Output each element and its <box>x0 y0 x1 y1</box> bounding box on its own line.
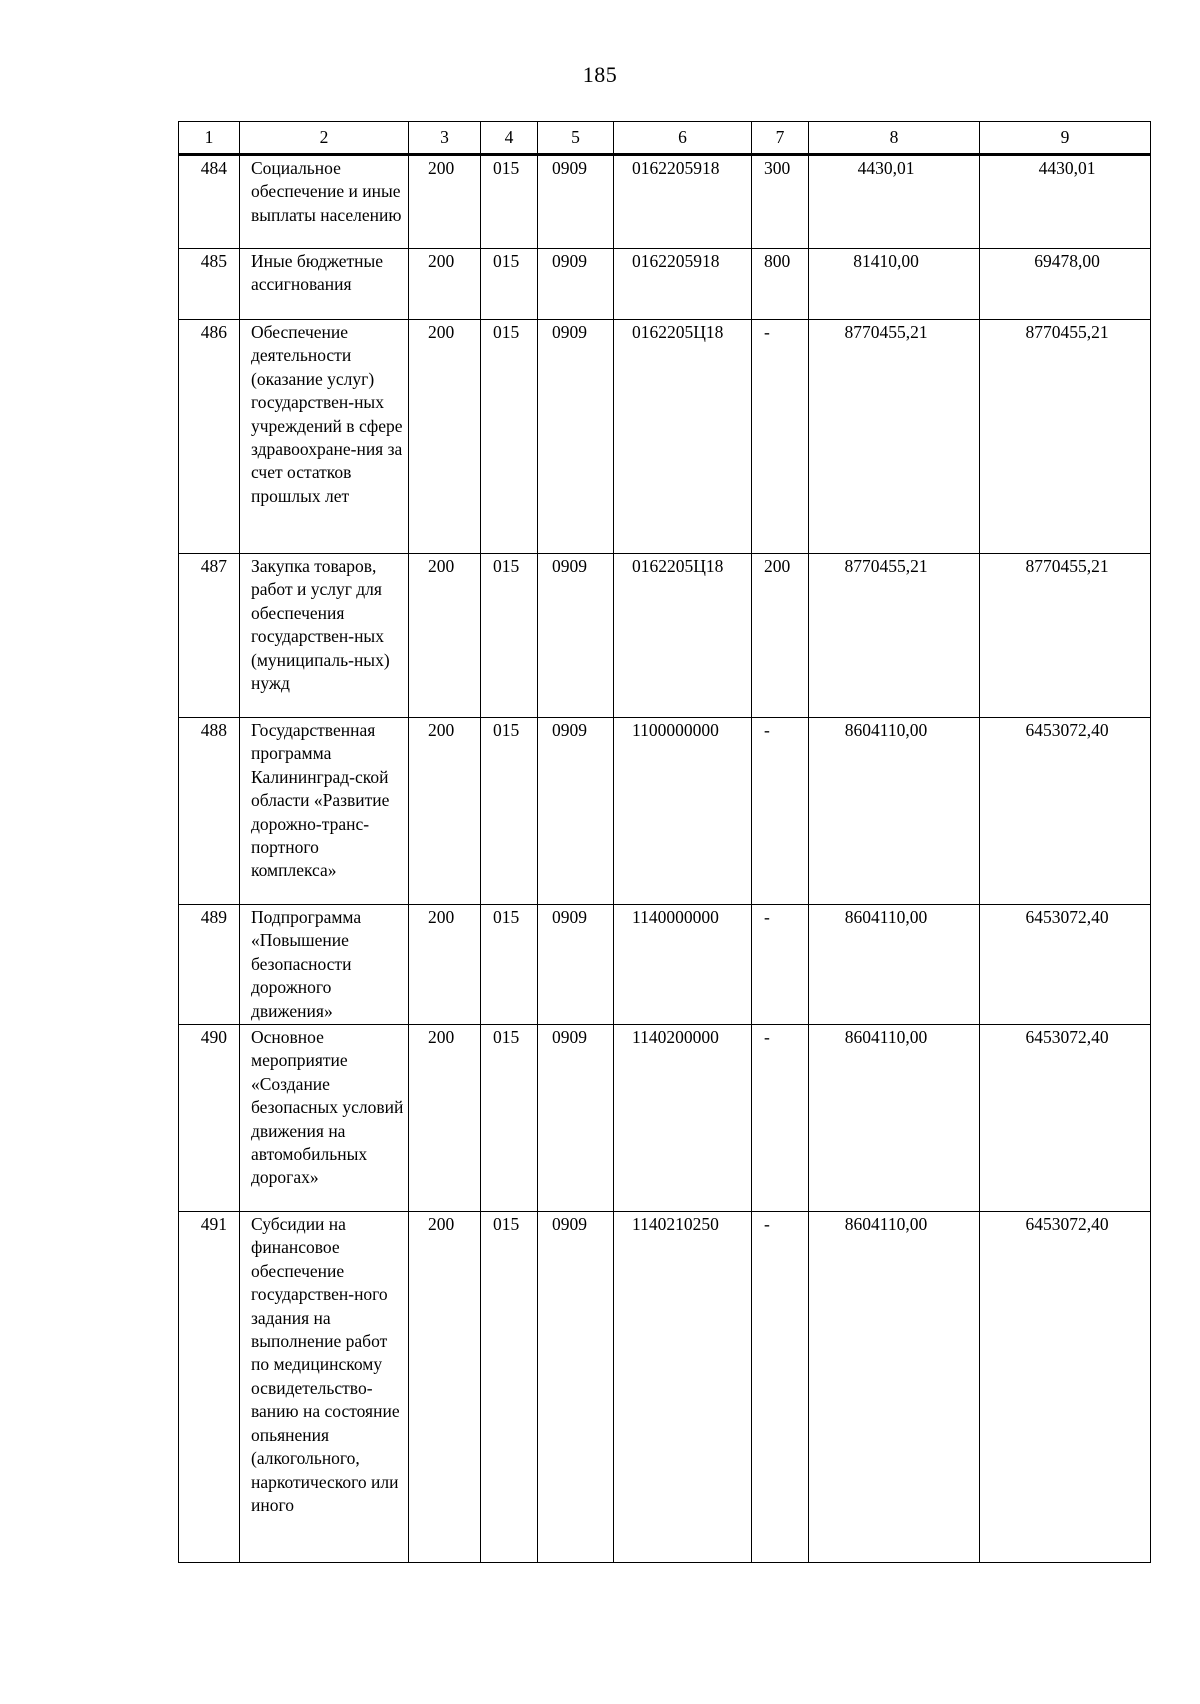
cell-col8: 8604110,00 <box>809 718 980 905</box>
cell-col7: - <box>752 1212 809 1563</box>
table-row <box>179 320 1151 554</box>
cell-col8: 8770455,21 <box>809 554 980 718</box>
cell-col5: 0909 <box>538 718 614 905</box>
cell-col3: 200 <box>409 1212 481 1563</box>
cell-col9: 4430,01 <box>980 155 1151 249</box>
cell-col9: 6453072,40 <box>980 1212 1151 1563</box>
cell-col6: 0162205918 <box>614 249 752 320</box>
cell-col4: 015 <box>481 1212 538 1563</box>
column-header: 6 <box>614 122 752 155</box>
row-name: Субсидии на финансовое обеспечение государствен-ного задания на выполнение работ по медицинскому освидетельство-ванию на состояние опьянения (алкогольного, наркотического или иного <box>240 1212 409 1563</box>
cell-col8: 81410,00 <box>809 249 980 320</box>
cell-col3: 200 <box>409 554 481 718</box>
cell-col3: 200 <box>409 718 481 905</box>
row-number: 484 <box>179 155 240 249</box>
cell-col6: 1100000000 <box>614 718 752 905</box>
cell-col5: 0909 <box>538 320 614 554</box>
cell-col8: 8770455,21 <box>809 320 980 554</box>
row-number: 490 <box>179 1025 240 1212</box>
cell-col3: 200 <box>409 1025 481 1212</box>
table-row <box>179 718 1151 905</box>
row-number: 488 <box>179 718 240 905</box>
row-name: Основное мероприятие «Создание безопасных условий движения на автомобильных дорогах» <box>240 1025 409 1212</box>
row-name: Подпрограмма «Повышение безопасности дорожного движения» <box>240 905 409 1025</box>
row-number: 489 <box>179 905 240 1025</box>
column-header: 8 <box>809 122 980 155</box>
column-header: 2 <box>240 122 409 155</box>
cell-col6: 1140210250 <box>614 1212 752 1563</box>
cell-col3: 200 <box>409 249 481 320</box>
cell-col7: 800 <box>752 249 809 320</box>
cell-col9: 8770455,21 <box>980 554 1151 718</box>
cell-col6: 0162205Ц18 <box>614 554 752 718</box>
cell-col5: 0909 <box>538 1212 614 1563</box>
cell-col7: 300 <box>752 155 809 249</box>
cell-col4: 015 <box>481 155 538 249</box>
column-header: 5 <box>538 122 614 155</box>
cell-col8: 4430,01 <box>809 155 980 249</box>
cell-col7: - <box>752 905 809 1025</box>
table-row <box>179 554 1151 718</box>
cell-col6: 0162205Ц18 <box>614 320 752 554</box>
table-row <box>179 1025 1151 1212</box>
table-row <box>179 155 1151 249</box>
cell-col5: 0909 <box>538 554 614 718</box>
page-number: 185 <box>582 62 618 87</box>
cell-col4: 015 <box>481 320 538 554</box>
cell-col5: 0909 <box>538 155 614 249</box>
cell-col9: 6453072,40 <box>980 905 1151 1025</box>
cell-col7: 200 <box>752 554 809 718</box>
cell-col6: 0162205918 <box>614 155 752 249</box>
table-row <box>179 249 1151 320</box>
cell-col3: 200 <box>409 320 481 554</box>
cell-col4: 015 <box>481 718 538 905</box>
column-header: 7 <box>752 122 809 155</box>
cell-col7: - <box>752 1025 809 1212</box>
cell-col6: 1140200000 <box>614 1025 752 1212</box>
row-name: Закупка товаров, работ и услуг для обеспечения государствен-ных (муниципаль-ных) нужд <box>240 554 409 718</box>
column-header: 1 <box>179 122 240 155</box>
cell-col7: - <box>752 718 809 905</box>
cell-col4: 015 <box>481 249 538 320</box>
row-name: Социальное обеспечение и иные выплаты населению <box>240 155 409 249</box>
cell-col8: 8604110,00 <box>809 1025 980 1212</box>
row-number: 486 <box>179 320 240 554</box>
cell-col8: 8604110,00 <box>809 1212 980 1563</box>
cell-col5: 0909 <box>538 1025 614 1212</box>
row-number: 491 <box>179 1212 240 1563</box>
cell-col4: 015 <box>481 554 538 718</box>
cell-col8: 8604110,00 <box>809 905 980 1025</box>
row-name: Обеспечение деятельности (оказание услуг) государствен-ных учреждений в сфере здравоохране-ния за счет остатков прошлых лет <box>240 320 409 554</box>
row-number: 487 <box>179 554 240 718</box>
row-number: 485 <box>179 249 240 320</box>
cell-col3: 200 <box>409 905 481 1025</box>
cell-col9: 8770455,21 <box>980 320 1151 554</box>
row-name: Иные бюджетные ассигнования <box>240 249 409 320</box>
cell-col9: 6453072,40 <box>980 1025 1151 1212</box>
table-row <box>179 1212 1151 1563</box>
cell-col6: 1140000000 <box>614 905 752 1025</box>
cell-col3: 200 <box>409 155 481 249</box>
table-header-row <box>179 122 1151 155</box>
cell-col5: 0909 <box>538 905 614 1025</box>
cell-col9: 69478,00 <box>980 249 1151 320</box>
cell-col4: 015 <box>481 1025 538 1212</box>
cell-col4: 015 <box>481 905 538 1025</box>
column-header: 4 <box>481 122 538 155</box>
cell-col5: 0909 <box>538 249 614 320</box>
cell-col9: 6453072,40 <box>980 718 1151 905</box>
budget-table <box>178 121 1151 1563</box>
column-header: 9 <box>980 122 1151 155</box>
cell-col7: - <box>752 320 809 554</box>
row-name: Государственная программа Калининград-ской области «Развитие дорожно-транс-портного комплекса» <box>240 718 409 905</box>
table-row <box>179 905 1151 1025</box>
column-header: 3 <box>409 122 481 155</box>
